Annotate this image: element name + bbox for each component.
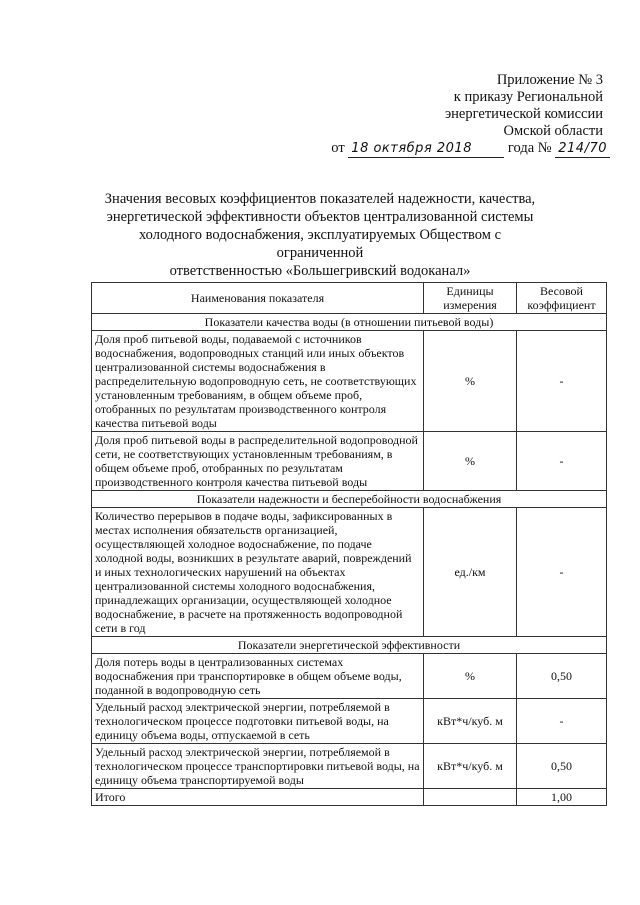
indicator-coef: - (517, 331, 607, 432)
section-row (92, 637, 607, 654)
indicator-unit: % (424, 654, 517, 699)
table-row (92, 699, 607, 744)
indicators-table (91, 282, 607, 806)
total-label: Итого (92, 789, 424, 806)
indicator-unit: ед./км (424, 508, 517, 637)
title-line: холодного водоснабжения, эксплуатируемых Обществом с ограниченной (138, 227, 502, 261)
indicator-coef: 0,50 (517, 744, 607, 789)
indicator-coef: - (517, 508, 607, 637)
indicator-unit: кВт*ч/куб. м (424, 744, 517, 789)
indicator-name: Количество перерывов в подаче воды, зафиксированных в местах исполнения обязательств организацией, осуществляющей холодное водоснабжение, по подаче холодной воды, возникших в результате аварий, повреждений и иных технологических нарушений на объектах централизованной системы холодного водоснабжения, принадлежащих организации, осуществляющей холодное водоснабжение, в расчете на протяженность водопроводной сети в год (92, 508, 424, 637)
total-coef: 1,00 (517, 789, 607, 806)
indicator-name: Доля проб питьевой воды в распределительной водопроводной сети, не соответствующих установленным требованиям, в общем объеме проб, отобранных по результатам производственного контроля качества питьевой воды (92, 432, 424, 491)
table-row (92, 744, 607, 789)
header-unit: Единицы измерения (424, 283, 517, 314)
section-title: Показатели надежности и бесперебойности водоснабжения (92, 491, 607, 508)
appendix-line: энергетической комиссии (444, 106, 603, 122)
order-date-line (331, 140, 610, 158)
indicator-name: Удельный расход электрической энергии, потребляемой в технологическом процессе транспортировки питьевой воды, на единицу объема транспортируемой воды (92, 744, 424, 789)
table-row (92, 432, 607, 491)
total-row (92, 789, 607, 806)
appendix-line: к приказу Региональной (453, 89, 603, 105)
indicator-coef: - (517, 699, 607, 744)
section-title: Показатели качества воды (в отношении питьевой воды) (92, 314, 607, 331)
section-title: Показатели энергетической эффективности (92, 637, 607, 654)
date-prefix: от (331, 140, 345, 156)
section-row (92, 314, 607, 331)
indicator-unit: % (424, 331, 517, 432)
appendix-line: Приложение № 3 (496, 72, 603, 88)
number-prefix: года № (507, 140, 552, 156)
table-header-row (92, 283, 607, 314)
appendix-line: Омской области (503, 123, 603, 139)
indicator-unit: % (424, 432, 517, 491)
table-row (92, 508, 607, 637)
title-line: ответственностью «Большегривский водоканал» (169, 263, 471, 279)
indicator-coef: - (517, 432, 607, 491)
header-coef: Весовой коэффициент (517, 283, 607, 314)
indicator-coef: 0,50 (517, 654, 607, 699)
indicator-name: Удельный расход электрической энергии, потребляемой в технологическом процессе подготовки питьевой воды, на единицу объема воды, отпускаемой в сеть (92, 699, 424, 744)
document-title (98, 190, 542, 280)
title-line: Значения весовых коэффициентов показателей надежности, качества, (104, 191, 536, 207)
table-row (92, 654, 607, 699)
indicator-unit: кВт*ч/куб. м (424, 699, 517, 744)
title-line: энергетической эффективности объектов централизованной системы (106, 209, 534, 225)
header-name: Наименования показателя (92, 283, 424, 314)
section-row (92, 491, 607, 508)
indicator-name: Доля проб питьевой воды, подаваемой с источников водоснабжения, водопроводных станций или иных объектов централизованной системы водоснабжения в распределительную водопроводную сеть, не соответствующих установленным требованиям, в общем объеме проб, отобранных по результатам производственного контроля качества питьевой воды (92, 331, 424, 432)
appendix-block (445, 72, 603, 140)
table-row (92, 331, 607, 432)
indicator-name: Доля потерь воды в централизованных системах водоснабжения при транспортировке в общем объеме воды, поданной в водопроводную сеть (92, 654, 424, 699)
total-unit (424, 789, 517, 806)
handwritten-date: 18 октября 2018 (348, 141, 504, 158)
handwritten-number: 214/70 (555, 141, 610, 158)
